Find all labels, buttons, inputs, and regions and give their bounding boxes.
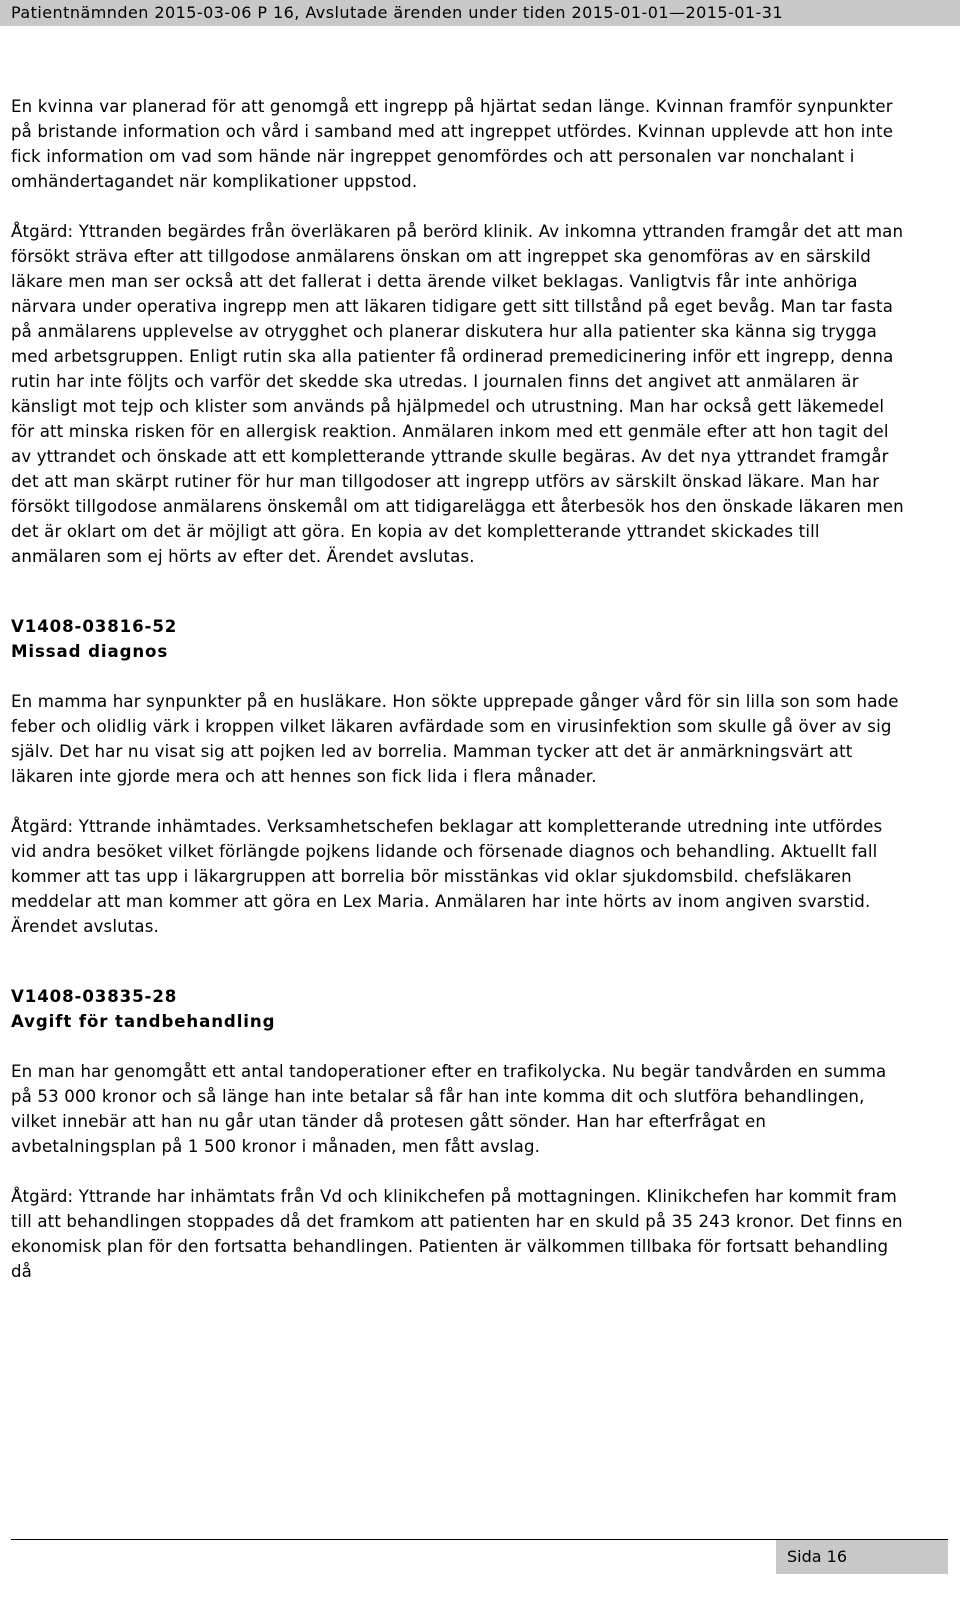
case-id: V1408-03816-52 bbox=[11, 617, 178, 636]
case-action-paragraph: Åtgärd: Yttrande har inhämtats från Vd och klinikchefen på mottagningen. Klinikchefen har kommit fram till att behandlingen stoppades då det framkom att patienten har en skuld på 35 243 kronor. Det finns en ekonomisk plan för den fortsatta behandlingen. Patienten är välkommen tillbaka för fortsatt behandling då bbox=[11, 1187, 903, 1281]
case-complaint-paragraph: En mamma har synpunkter på en husläkare. Hon sökte upprepade gånger vård för sin lilla son som hade feber och olidlig värk i kroppen vilket läkaren avfärdade som en virusinfektion som skulle gå över av sig själv. Det har nu visat sig att pojken led av borrelia. Mamman tycker att det är anmärkningsvärt att läkaren inte gjorde mera och att hennes son fick lida i flera månader. bbox=[11, 692, 899, 786]
intro-complaint-paragraph: En kvinna var planerad för att genomgå ett ingrepp på hjärtat sedan länge. Kvinnan framför synpunkter på bristande information och vård i samband med att ingreppet utfördes. Kvinnan upplevde att hon inte fick information om vad som hände när ingreppet genomfördes och att personalen var nonchalant i omhändertagandet när komplikationer uppstod. bbox=[11, 97, 894, 191]
case-action-paragraph: Åtgärd: Yttrande inhämtades. Verksamhetschefen beklagar att kompletterande utredning inte utfördes vid andra besöket vilket förlängde pojkens lidande och försenade diagnos och behandling. Aktuellt fall kommer att tas upp i läkargruppen att borrelia bör misstänkas vid oklar sjukdomsbild. chefsläkaren meddelar att man kommer att göra en Lex Maria. Anmälaren har inte hörts av inom angiven svarstid. Ärendet avslutas. bbox=[11, 817, 883, 936]
case-section bbox=[11, 984, 911, 1284]
case-complaint-paragraph: En man har genomgått ett antal tandoperationer efter en trafikolycka. Nu begär tandvården en summa på 53 000 kronor och så länge han inte betalar så får han inte komma dit och slutföra behandlingen, vilket innebär att han nu går utan tänder då protesen gått sönder. Han har efterfrågat en avbetalningsplan på 1 500 kronor i månaden, men fått avslag. bbox=[11, 1062, 887, 1156]
case-id: V1408-03835-28 bbox=[11, 987, 178, 1006]
case-title: Avgift för tandbehandling bbox=[11, 1012, 276, 1031]
page-number: Sida 16 bbox=[786, 1547, 847, 1566]
header-title: Patientnämnden 2015-03-06 P 16, Avslutade ärenden under tiden 2015-01-01—2015-01-31 bbox=[11, 3, 783, 22]
case-title: Missad diagnos bbox=[11, 642, 169, 661]
intro-action-paragraph: Åtgärd: Yttranden begärdes från överläkaren på berörd klinik. Av inkomna yttranden framgår det att man försökt sträva efter att tillgodose anmälarens önskan om att ingreppet ska genomföras av en särskild läkare men man ser också att det fallerat i detta ärende vilket beklagas. Vanligtvis får inte anhöriga närvara under operativa ingrepp men att läkaren tidigare gett sitt tillstånd på eget bevåg. Man tar fasta på anmälarens upplevelse av otrygghet och planerar diskutera hur alla patienter ska känna sig trygga med arbetsgruppen. Enligt rutin ska alla patienter få ordinerad premedicinering inför ett ingrepp, denna rutin har inte följts och varför det skedde ska utredas. I journalen finns det angivet att anmälaren är känsligt mot tejp och klister som används på hjälpmedel och utrustning. Man har också gett läkemedel för att minska risken för en allergisk reaktion. Anmälaren inkom med ett genmäle efter att hon tagit del av yttrandet och önskade att ett kompletterande yttrande skulle begäras. Av det nya yttrandet framgår det att man skärpt rutiner för hur man tillgodoser att ingrepp utförs av särskilt önskad läkare. Man har försökt tillgodose anmälarens önskemål om att tidigarelägga ett återbesök hos den önskade läkaren men det är oklart om det är möjligt att göra. En kopia av det kompletterande yttrandet skickades till anmälaren som ej hörts av efter det. Ärendet avslutas. bbox=[11, 222, 904, 566]
document-body bbox=[11, 94, 911, 1284]
case-section bbox=[11, 614, 911, 939]
